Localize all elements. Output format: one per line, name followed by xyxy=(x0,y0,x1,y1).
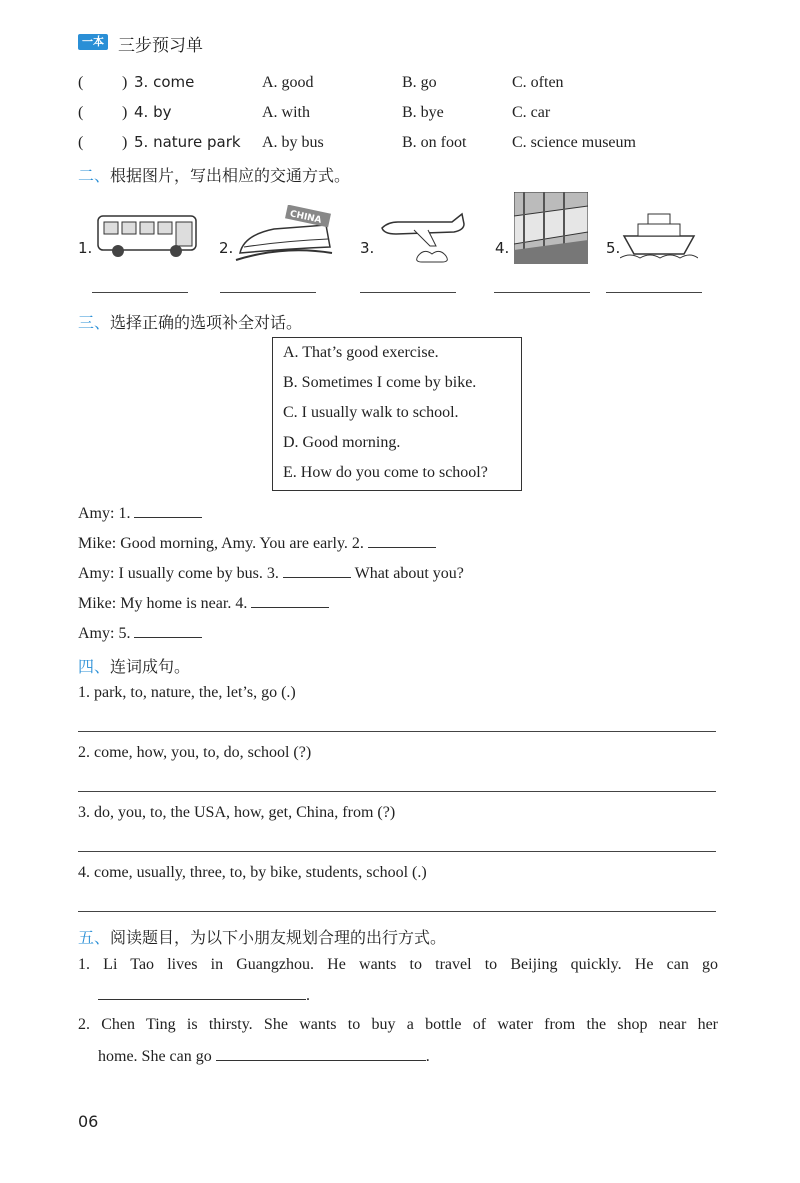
picture-number: 5. xyxy=(606,239,621,257)
answer-paren-close: ) xyxy=(122,74,128,91)
dialogue-text: Amy: 5. xyxy=(78,625,131,642)
section-title: 连词成句。 xyxy=(110,657,191,676)
section-title: 根据图片，写出相应的交通方式。 xyxy=(110,166,351,185)
section-number: 五、 xyxy=(78,928,111,947)
question-word: 5. nature park xyxy=(134,133,241,151)
answer-line[interactable] xyxy=(78,851,716,852)
train-sign-text: CHINA xyxy=(288,209,323,226)
option-b: B. go xyxy=(402,74,437,91)
question-word: 3. come xyxy=(134,73,195,91)
section-title: 选择正确的选项补全对话。 xyxy=(110,313,303,332)
dialogue-text: Mike: Good morning, Amy. You are early. 2. xyxy=(78,535,364,552)
answer-paren-open: ( xyxy=(78,74,84,91)
answer-blank[interactable] xyxy=(98,985,306,1000)
answer-blank[interactable] xyxy=(216,1046,426,1061)
section4-heading xyxy=(78,654,190,677)
dialogue-text: Amy: I usually come by bus. 3. xyxy=(78,565,279,582)
subway-icon xyxy=(514,192,588,264)
picture-number: 2. xyxy=(219,239,234,257)
sentence-end: . xyxy=(306,987,310,1004)
answer-blank[interactable] xyxy=(134,623,202,638)
question-text: home. She can go xyxy=(98,1048,212,1065)
answer-paren-close: ) xyxy=(122,104,128,121)
dialogue-line xyxy=(78,533,436,553)
scrambled-sentence: 3. do, you, to, the USA, how, get, China, from (?) xyxy=(78,804,396,821)
answer-blank[interactable] xyxy=(283,563,351,578)
section-number: 四、 xyxy=(78,657,111,676)
answer-paren-open: ( xyxy=(78,104,84,121)
option-item: D. Good morning. xyxy=(283,434,401,451)
ship-icon xyxy=(620,206,698,262)
answer-line[interactable] xyxy=(92,292,188,293)
section5-heading xyxy=(78,925,446,948)
section2-heading xyxy=(78,163,350,186)
section3-heading xyxy=(78,310,302,333)
section-title: 阅读题目，为以下小朋友规划合理的出行方式。 xyxy=(110,928,447,947)
picture-number: 3. xyxy=(360,239,375,257)
option-a: A. by bus xyxy=(262,134,324,151)
answer-paren-close: ) xyxy=(122,134,128,151)
bus-icon xyxy=(96,210,200,260)
dialogue-line xyxy=(78,593,329,613)
option-c: C. science museum xyxy=(512,134,636,151)
reading-question-continued xyxy=(98,1046,430,1066)
option-a: A. with xyxy=(262,104,310,121)
answer-line[interactable] xyxy=(606,292,702,293)
option-item: B. Sometimes I come by bike. xyxy=(283,374,477,391)
scrambled-sentence: 2. come, how, you, to, do, school (?) xyxy=(78,744,312,761)
section-number: 二、 xyxy=(78,166,111,185)
reading-answer-line xyxy=(98,985,310,1005)
option-c: C. often xyxy=(512,74,564,91)
dialogue-line xyxy=(78,503,202,523)
answer-blank[interactable] xyxy=(251,593,329,608)
answer-line[interactable] xyxy=(360,292,456,293)
picture-number: 1. xyxy=(78,239,93,257)
answer-line[interactable] xyxy=(78,911,716,912)
answer-line[interactable] xyxy=(78,731,716,732)
airplane-icon xyxy=(378,206,466,264)
page-number: 06 xyxy=(78,1112,99,1131)
page-header-title: 三步预习单 xyxy=(118,36,203,56)
option-c: C. car xyxy=(512,104,551,121)
dialogue-line xyxy=(78,623,202,643)
option-item: A. That’s good exercise. xyxy=(283,344,439,361)
options-box xyxy=(272,337,522,491)
option-item: C. I usually walk to school. xyxy=(283,404,459,421)
answer-line[interactable] xyxy=(220,292,316,293)
question-word: 4. by xyxy=(134,103,172,121)
option-a: A. good xyxy=(262,74,314,91)
answer-paren-open: ( xyxy=(78,134,84,151)
section-number: 三、 xyxy=(78,313,111,332)
picture-number: 4. xyxy=(495,239,510,257)
answer-line[interactable] xyxy=(78,791,716,792)
reading-question: 1. Li Tao lives in Guangzhou. He wants to travel to Beijing quickly. He can go xyxy=(78,956,718,973)
scrambled-sentence: 1. park, to, nature, the, let’s, go (.) xyxy=(78,684,296,701)
answer-blank[interactable] xyxy=(134,503,202,518)
dialogue-text: What about you? xyxy=(354,565,464,582)
answer-line[interactable] xyxy=(494,292,590,293)
scrambled-sentence: 4. come, usually, three, to, by bike, students, school (.) xyxy=(78,864,427,881)
option-item: E. How do you come to school? xyxy=(283,464,488,481)
sentence-end: . xyxy=(425,1048,430,1065)
train-icon xyxy=(234,205,334,267)
dialogue-line xyxy=(78,563,464,583)
dialogue-text: Amy: 1. xyxy=(78,505,131,522)
publisher-logo: 一本 xyxy=(78,34,108,50)
dialogue-text: Mike: My home is near. 4. xyxy=(78,595,248,612)
answer-blank[interactable] xyxy=(368,533,436,548)
option-b: B. bye xyxy=(402,104,444,121)
option-b: B. on foot xyxy=(402,134,467,151)
reading-question: 2. Chen Ting is thirsty. She wants to buy a bottle of water from the shop near her xyxy=(78,1016,718,1033)
